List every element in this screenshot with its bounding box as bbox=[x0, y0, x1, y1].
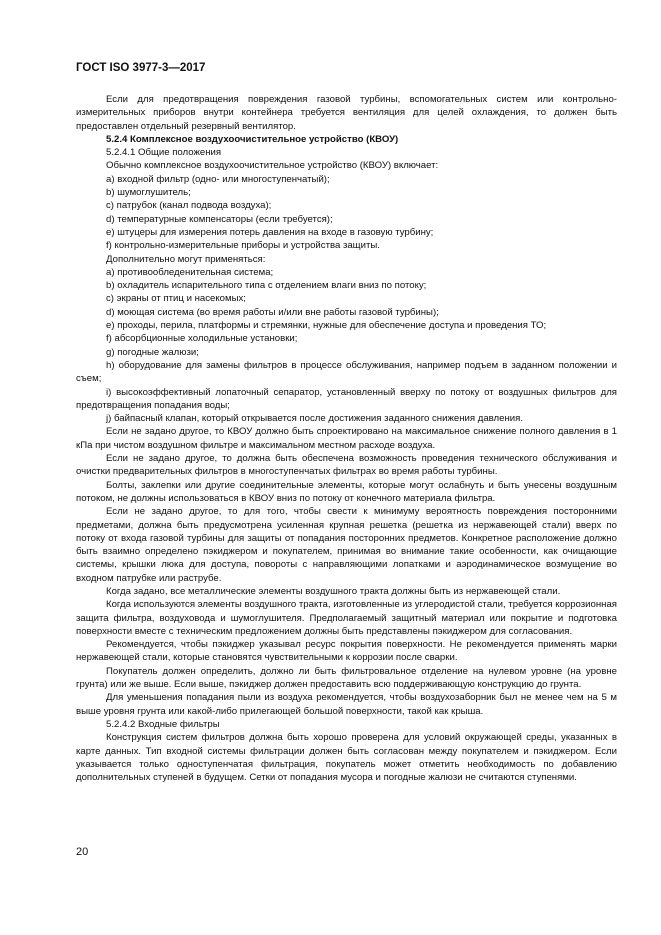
paragraph: Когда используются элементы воздушного тракта, изготовленные из углеродистой стали, требуется коррозионная защита фильтра, воздуховода и шумоглушителя. Предполагаемый защитный материал или покрытие и подготовка поверхности вместе с техническим предложением должны быть представлены пэкиджером для согласования. bbox=[76, 599, 617, 637]
paragraph: Если не задано другое, то КВОУ должно быть спроектировано на максимальное снижение полного давления в 1 кПа при чистом воздушном фильтре и максимальном местном расходе воздуха. bbox=[76, 426, 617, 451]
paragraph: Для уменьшения попадания пыли из воздуха рекомендуется, чтобы воздухозаборник был не менее чем на 5 м выше уровня грунта или какой-либо прилегающей большой поверхности, такой как крыша. bbox=[76, 692, 617, 717]
paragraph: а) входной фильтр (одно- или многоступенчатый); bbox=[106, 173, 330, 185]
paragraph: с) патрубок (канал подвода воздуха); bbox=[106, 200, 272, 212]
paragraph: Обычно комплексное воздухоочистительное устройство (КВОУ) включает: bbox=[106, 160, 439, 172]
section-heading: 5.2.4 Комплексное воздухоочистительное устройство (КВОУ) bbox=[106, 133, 399, 145]
paragraph: Когда задано, все металлические элементы воздушного тракта должны быть из нержавеющей стали. bbox=[106, 585, 561, 597]
page-number: 20 bbox=[76, 846, 89, 858]
paragraph: е) проходы, перила, платформы и стремянки, нужные для обеспечение доступа и проведения ТО; bbox=[106, 320, 547, 332]
paragraph: а) противообледенительная система; bbox=[106, 266, 274, 278]
body-text bbox=[76, 93, 617, 784]
paragraph: 5.2.4.1 Общие положения bbox=[106, 147, 222, 159]
document-header: ГОСТ ISO 3977-3—2017 bbox=[76, 62, 206, 74]
paragraph: Покупатель должен определить, должно ли быть фильтровальное отделение на нулевом уровне (на уровне грунта) или же выше. Если выше, пэкиджер должен предоставить всю поддерживающую конструкцию до грунта. bbox=[76, 665, 617, 691]
paragraph: f) контрольно-измерительные приборы и устройства защиты. bbox=[106, 240, 380, 252]
paragraph: i) высокоэффективный лопаточный сепаратор, установленный вверху по потоку от воздушных фильтров для предотвращения попадания воды; bbox=[76, 386, 617, 411]
paragraph: Конструкция систем фильтров должна быть хорошо проверена для условий окружающей среды, указанных в карте данных. Тип входной системы фильтрации должен быть согласован между покупателем и пэкиджером. Если указывается только одноступенчатая фильтрация, покупатель может отметить необходимость по добавлению дополнительных ступеней в будущем. Сетки от попадания мусора и погодные жалюзи не считаются ступенями. bbox=[76, 732, 617, 784]
paragraph: е) штуцеры для измерения потерь давления на входе в газовую турбину; bbox=[106, 226, 434, 238]
paragraph: h) оборудование для замены фильтров в процессе обслуживания, например подъем в заданном положении и съем; bbox=[76, 359, 617, 385]
paragraph: b) охладитель испарительного типа с отделением влаги вниз по потоку; bbox=[106, 280, 427, 292]
paragraph: f) абсорбционные холодильные установки; bbox=[106, 333, 298, 345]
paragraph: Болты, заклепки или другие соединительные элементы, которые могут ослабнуть и быть унесены воздушным потоком, не должны использоваться в КВОУ вниз по потоку от конечного материала фильтра. bbox=[76, 479, 617, 504]
paragraph: Если для предотвращения повреждения газовой турбины, вспомогательных систем или контрольно-измерительных приборов внутри контейнера требуется вентиляция для целей охлаждения, то должен быть предоставлен отдельный резервный вентилятор. bbox=[76, 94, 617, 132]
paragraph: j) байпасный клапан, который открывается после достижения заданного снижения давления. bbox=[106, 413, 523, 425]
paragraph: d) моющая система (во время работы и/или вне работы газовой турбины); bbox=[106, 306, 439, 318]
paragraph: d) температурные компенсаторы (если требуется); bbox=[106, 213, 333, 225]
paragraph: Если не задано другое, то должна быть обеспечена возможность проведения технического обслуживания и очистки предварительных фильтров в многоступенчатых фильтрах во время работы турбины. bbox=[76, 453, 617, 478]
paragraph: g) погодные жалюзи; bbox=[106, 346, 199, 358]
paragraph: Дополнительно могут применяться: bbox=[106, 253, 266, 265]
paragraph: Если не задано другое, то для того, чтобы свести к минимуму вероятность повреждения посторонними предметами, должна быть предусмотрена усиленная крупная решетка (решетка из нержавеющей стали) вверх по потоку от входа газовой турбины для защиты от попадания посторонних предметов. Конкретное расположение должно быть взаимно определено пэкиджером и покупателем, принимая во внимание такие особенности, как очищающие системы, крышки люка для доступа, повороты с направляющими лопатками и аэродинамическое возмущение во входном патрубке или раструбе. bbox=[76, 506, 617, 584]
paragraph: Рекомендуется, чтобы пэкиджер указывал ресурс покрытия поверхности. Не рекомендуется применять марки нержавеющей стали, которые становятся чувствительными к коррозии после сварки. bbox=[76, 639, 617, 664]
paragraph: b) шумоглушитель; bbox=[106, 187, 191, 199]
paragraph: 5.2.4.2 Входные фильтры bbox=[106, 718, 220, 730]
paragraph: с) экраны от птиц и насекомых; bbox=[106, 293, 246, 305]
